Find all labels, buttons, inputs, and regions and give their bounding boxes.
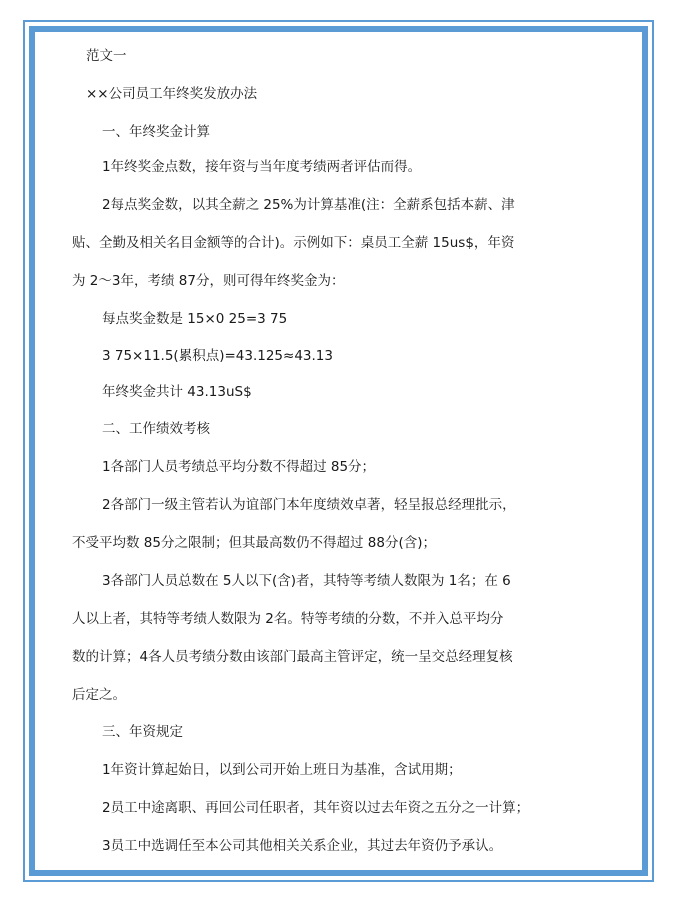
section-heading: 一、年终奖金计算 — [102, 124, 210, 140]
paragraph-line: 3各部门人员总数在 5人以下(含)者，其特等考绩人数限为 1名；在 6 — [102, 573, 511, 589]
paragraph-line: 贴、全勤及相关名目金额等的合计)。示例如下：桌员工全薪 15us$，年资 — [72, 235, 515, 251]
paragraph-line: 每点奖金数是 15×0 25=3 75 — [102, 311, 288, 327]
paragraph-line: 不受平均数 85分之限制；但其最高数仍不得超过 88分(含)； — [72, 535, 436, 551]
paragraph-line: 2每点奖金数，以其全薪之 25%为计算基准(注：全薪系包括本薪、津 — [102, 197, 515, 213]
paragraph-line: 1各部门人员考绩总平均分数不得超过 85分； — [102, 459, 376, 475]
paragraph-line: 年终奖金共计 43.13uS$ — [102, 384, 252, 400]
section-heading: 二、工作绩效考核 — [102, 421, 210, 437]
paragraph-line: 2员工中途离职、再回公司任职者，其年资以过去年资之五分之一计算； — [102, 800, 530, 816]
paragraph-line: 3 75×11.5(累积点)=43.125≈43.13 — [102, 348, 333, 364]
paragraph-line: 人以上者，其特等考绩人数限为 2名。特等考绩的分数，不并入总平均分 — [72, 611, 504, 627]
paragraph-line: 为 2～3年，考绩 87分，则可得年终奖金为： — [72, 273, 345, 289]
paragraph-line: 数的计算；4各人员考绩分数由该部门最高主管评定，统一呈交总经理复核 — [72, 649, 513, 665]
paragraph-line: 1年资计算起始日，以到公司开始上班日为基准，含试用期； — [102, 762, 462, 778]
paragraph-line: 2各部门一级主管若认为谊部门本年度绩效卓著，轻呈报总经理批示， — [102, 497, 516, 513]
doc-title: ××公司员工年终奖发放办法 — [86, 86, 258, 102]
paragraph-line: 后定之。 — [72, 687, 126, 703]
page-border-inner — [29, 26, 648, 876]
paragraph-line: 1年终奖金点数，接年资与当年度考绩两者评估而得。 — [102, 159, 422, 175]
paragraph-line: 3员工中选调任至本公司其他相关关系企业，其过去年资仍予承认。 — [102, 838, 503, 854]
section-heading: 三、年资规定 — [102, 724, 183, 740]
doc-label: 范文一 — [86, 48, 127, 64]
